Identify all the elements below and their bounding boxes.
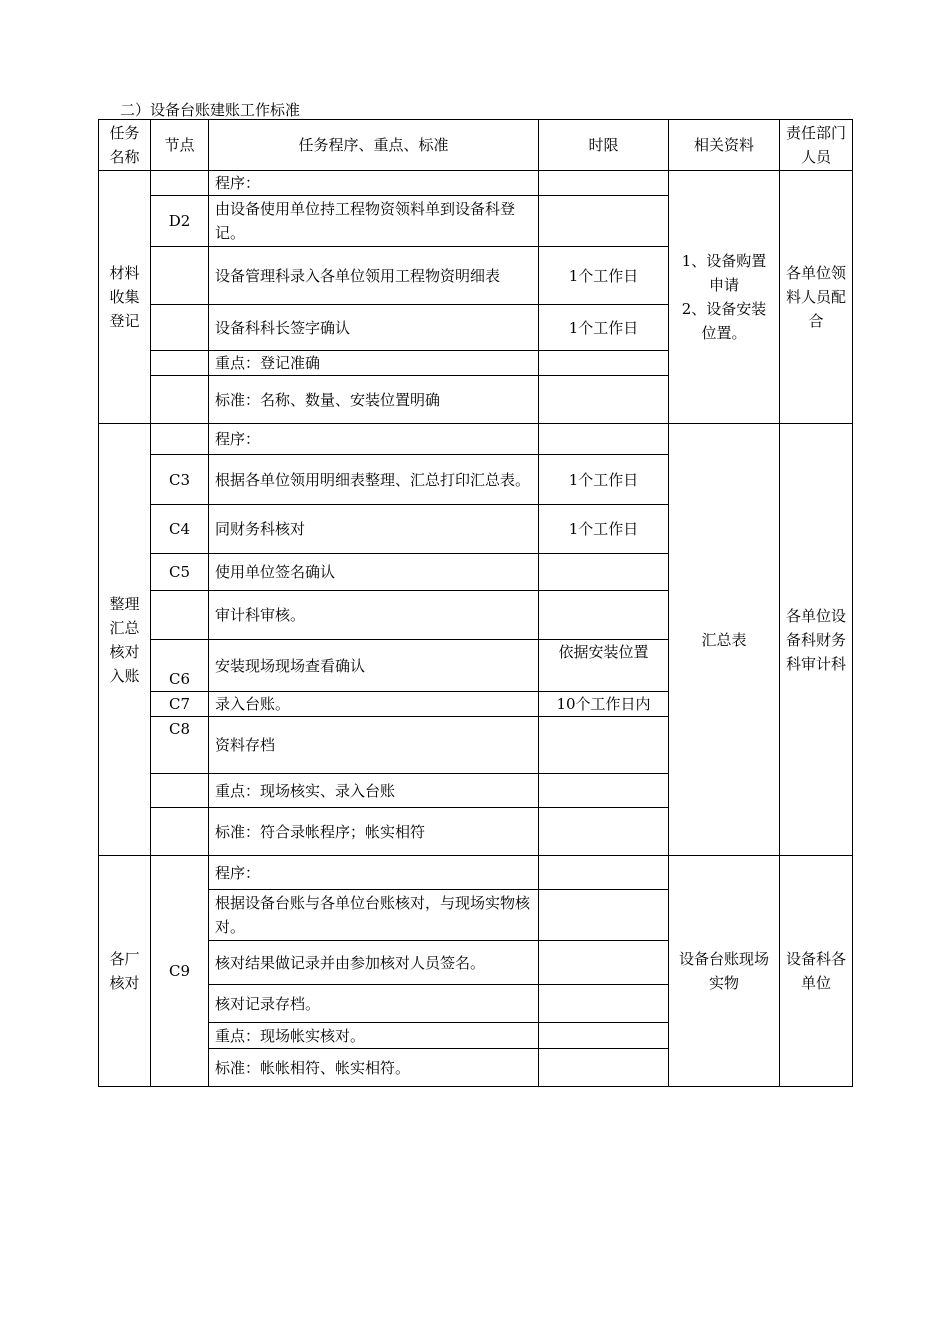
materials-line: 设备台账现场实物 xyxy=(678,950,769,992)
procedure-cell: 录入台账。 xyxy=(209,692,539,717)
procedure-cell: 程序： xyxy=(209,856,539,890)
procedure-cell: 重点：现场帐实核对。 xyxy=(209,1023,539,1049)
responsible-cell: 各单位领料人员配合 xyxy=(780,171,853,424)
node-cell: C5 xyxy=(151,554,209,591)
procedure-cell: 根据各单位领用明细表整理、汇总打印汇总表。 xyxy=(209,455,539,505)
procedure-cell: 标准：名称、数量、安装位置明确 xyxy=(209,376,539,424)
time-limit-cell: 10个工作日内 xyxy=(539,692,669,717)
node-cell: C3 xyxy=(151,455,209,505)
time-limit-cell xyxy=(539,941,669,985)
node-cell: C6 xyxy=(151,640,209,692)
procedure-cell: 资料存档 xyxy=(209,717,539,774)
procedure-cell: 标准：符合录帐程序；帐实相符 xyxy=(209,808,539,856)
time-limit-cell: 1个工作日 xyxy=(539,455,669,505)
time-limit-cell xyxy=(539,351,669,376)
time-limit-cell xyxy=(539,774,669,808)
time-limit-cell: 依据安装位置 xyxy=(539,640,669,692)
ledger-standard-table xyxy=(98,119,853,1087)
procedure-cell: 使用单位签名确认 xyxy=(209,554,539,591)
materials-line: 汇总表 xyxy=(701,630,747,649)
table-row xyxy=(99,424,853,455)
node-cell xyxy=(151,424,209,455)
header-responsible: 责任部门人员 xyxy=(780,120,853,171)
time-limit-cell xyxy=(539,856,669,890)
time-limit-cell: 1个工作日 xyxy=(539,305,669,351)
header-task-name: 任务名称 xyxy=(99,120,151,171)
procedure-cell: 标准：帐帐相符、帐实相符。 xyxy=(209,1049,539,1087)
node-cell xyxy=(151,247,209,305)
node-cell: C9 xyxy=(151,856,209,1087)
responsible-cell: 设备科各单位 xyxy=(780,856,853,1087)
time-limit-cell: 1个工作日 xyxy=(539,505,669,554)
responsible-cell: 各单位设备科财务科审计科 xyxy=(780,424,853,856)
node-cell xyxy=(151,591,209,640)
table-row xyxy=(99,856,853,890)
procedure-cell: 设备管理科录入各单位领用工程物资明细表 xyxy=(209,247,539,305)
node-cell: C7 xyxy=(151,692,209,717)
task-name-cell: 各厂核对 xyxy=(99,856,151,1087)
node-cell xyxy=(151,376,209,424)
node-cell: C4 xyxy=(151,505,209,554)
procedure-cell: 同财务科核对 xyxy=(209,505,539,554)
procedure-cell: 审计科审核。 xyxy=(209,591,539,640)
time-limit-cell xyxy=(539,376,669,424)
time-limit-cell xyxy=(539,424,669,455)
time-limit-cell xyxy=(539,196,669,247)
procedure-cell: 核对结果做记录并由参加核对人员签名。 xyxy=(209,941,539,985)
procedure-cell: 程序： xyxy=(209,424,539,455)
node-cell xyxy=(151,774,209,808)
materials-line: 1、设备购置申请 xyxy=(681,252,767,294)
node-cell xyxy=(151,305,209,351)
procedure-cell: 程序： xyxy=(209,171,539,196)
time-limit-cell xyxy=(539,808,669,856)
time-limit-cell xyxy=(539,1023,669,1049)
procedure-cell: 根据设备台账与各单位台账核对，与现场实物核对。 xyxy=(209,890,539,941)
header-procedure: 任务程序、重点、标准 xyxy=(209,120,539,171)
procedure-cell: 由设备使用单位持工程物资领料单到设备科登记。 xyxy=(209,196,539,247)
procedure-cell: 核对记录存档。 xyxy=(209,985,539,1023)
header-node: 节点 xyxy=(151,120,209,171)
task-name-cell: 整理汇总核对入账 xyxy=(99,424,151,856)
materials-cell xyxy=(669,856,780,1087)
node-cell: D2 xyxy=(151,196,209,247)
procedure-cell: 设备科科长签字确认 xyxy=(209,305,539,351)
task-name-cell: 材料收集登记 xyxy=(99,171,151,424)
time-limit-cell xyxy=(539,890,669,941)
time-limit-cell xyxy=(539,1049,669,1087)
header-row xyxy=(99,120,853,171)
materials-cell xyxy=(669,171,780,424)
node-cell: C8 xyxy=(151,717,209,774)
materials-line: 2、设备安装位置。 xyxy=(681,300,767,342)
node-cell xyxy=(151,808,209,856)
time-limit-cell xyxy=(539,171,669,196)
node-cell xyxy=(151,171,209,196)
header-materials: 相关资料 xyxy=(669,120,780,171)
time-limit-cell xyxy=(539,717,669,774)
procedure-cell: 重点：现场核实、录入台账 xyxy=(209,774,539,808)
header-time-limit: 时限 xyxy=(539,120,669,171)
time-limit-cell: 1个工作日 xyxy=(539,247,669,305)
time-limit-cell xyxy=(539,591,669,640)
table-row xyxy=(99,171,853,196)
procedure-cell: 重点：登记准确 xyxy=(209,351,539,376)
time-limit-cell xyxy=(539,985,669,1023)
procedure-cell: 安装现场现场查看确认 xyxy=(209,640,539,692)
materials-cell xyxy=(669,424,780,856)
section-caption: 二）设备台账建账工作标准 xyxy=(120,101,301,119)
time-limit-cell xyxy=(539,554,669,591)
node-cell xyxy=(151,351,209,376)
